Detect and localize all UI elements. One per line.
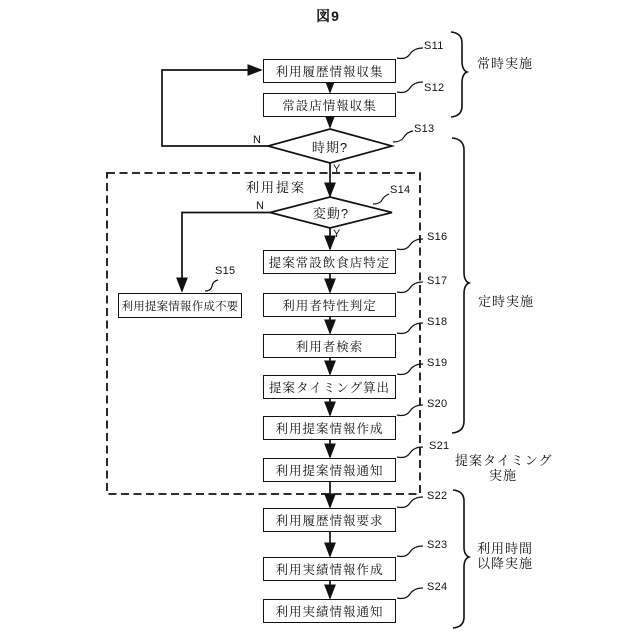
step-label-s21: S21 [429,440,450,452]
node-s18-label: 利用者検索 [295,340,364,354]
node-s24-label: 利用実績情報通知 [275,605,384,619]
branch-yes-s13: Y [333,163,341,175]
phase-label-proposal-timing [455,453,551,483]
leader-s22 [397,497,423,508]
node-s16-label: 提案常設飲食店特定 [268,256,391,270]
node-s20 [263,416,396,440]
phase-label-after-use-line1: 利用時間 [477,541,534,556]
branch-no-s13: N [253,134,261,146]
leader-s12 [397,82,423,93]
dashed-region-label: 利用提案 [246,180,307,195]
leader-s15 [205,280,218,291]
leader-s11 [397,48,423,59]
step-label-s23: S23 [427,539,448,551]
node-s22 [263,508,396,532]
branch-no-s14: N [256,200,264,212]
step-label-s18: S18 [427,316,448,328]
node-s12 [263,93,396,117]
node-s21 [263,458,396,482]
phase-label-proposal-timing-line2: 実施 [488,468,517,483]
phase-label-after-use [477,541,533,571]
node-s16 [263,250,396,274]
step-label-s19: S19 [427,357,448,369]
node-s23 [263,557,396,581]
leader-s24 [397,588,423,599]
leader-s23 [397,546,423,557]
node-s20-label: 利用提案情報作成 [275,422,384,436]
step-label-s12: S12 [424,82,445,94]
step-label-s20: S20 [427,398,448,410]
figure-title: 図9 [316,8,340,24]
leader-s13 [393,131,413,142]
brace-always [451,32,467,117]
phase-label-after-use-line2: 以降実施 [477,556,534,571]
phase-braces [451,32,469,628]
phase-label-scheduled: 定時実施 [478,294,535,309]
node-s19-label: 提案タイミング算出 [268,381,390,395]
node-s15 [118,293,242,318]
branch-yes-s14: Y [333,228,341,240]
brace-scheduled [452,138,469,433]
step-label-s24: S24 [427,581,448,593]
node-s23-label: 利用実績情報作成 [275,563,384,577]
phase-label-proposal-timing-line1: 提案タイミング [455,453,553,468]
node-s17 [263,293,396,317]
step-label-s11: S11 [424,40,444,52]
step-label-s15: S15 [215,265,236,277]
node-s24 [263,599,396,623]
node-s22-label: 利用履歴情報要求 [275,514,384,528]
step-label-s22: S22 [427,490,448,502]
node-s11 [263,59,396,83]
step-label-s14: S14 [390,184,411,196]
node-s13-label: 時期? [311,139,349,155]
node-s14-label: 変動? [312,206,350,221]
brace-after-use [453,490,469,628]
node-s17-label: 利用者特性判定 [282,299,377,313]
step-label-s13: S13 [414,123,435,135]
step-label-s17: S17 [427,275,448,287]
step-label-s16: S16 [427,231,448,243]
node-s21-label: 利用提案情報通知 [275,464,384,478]
node-s11-label: 利用履歴情報収集 [275,65,384,79]
node-s12-label: 常設店情報収集 [282,99,377,113]
arrow-s14-no-s15 [182,213,270,292]
node-s19 [263,375,396,399]
phase-label-always: 常時実施 [477,56,534,71]
node-s18 [263,334,396,358]
node-s15-label: 利用提案情報作成不要 [121,300,239,313]
